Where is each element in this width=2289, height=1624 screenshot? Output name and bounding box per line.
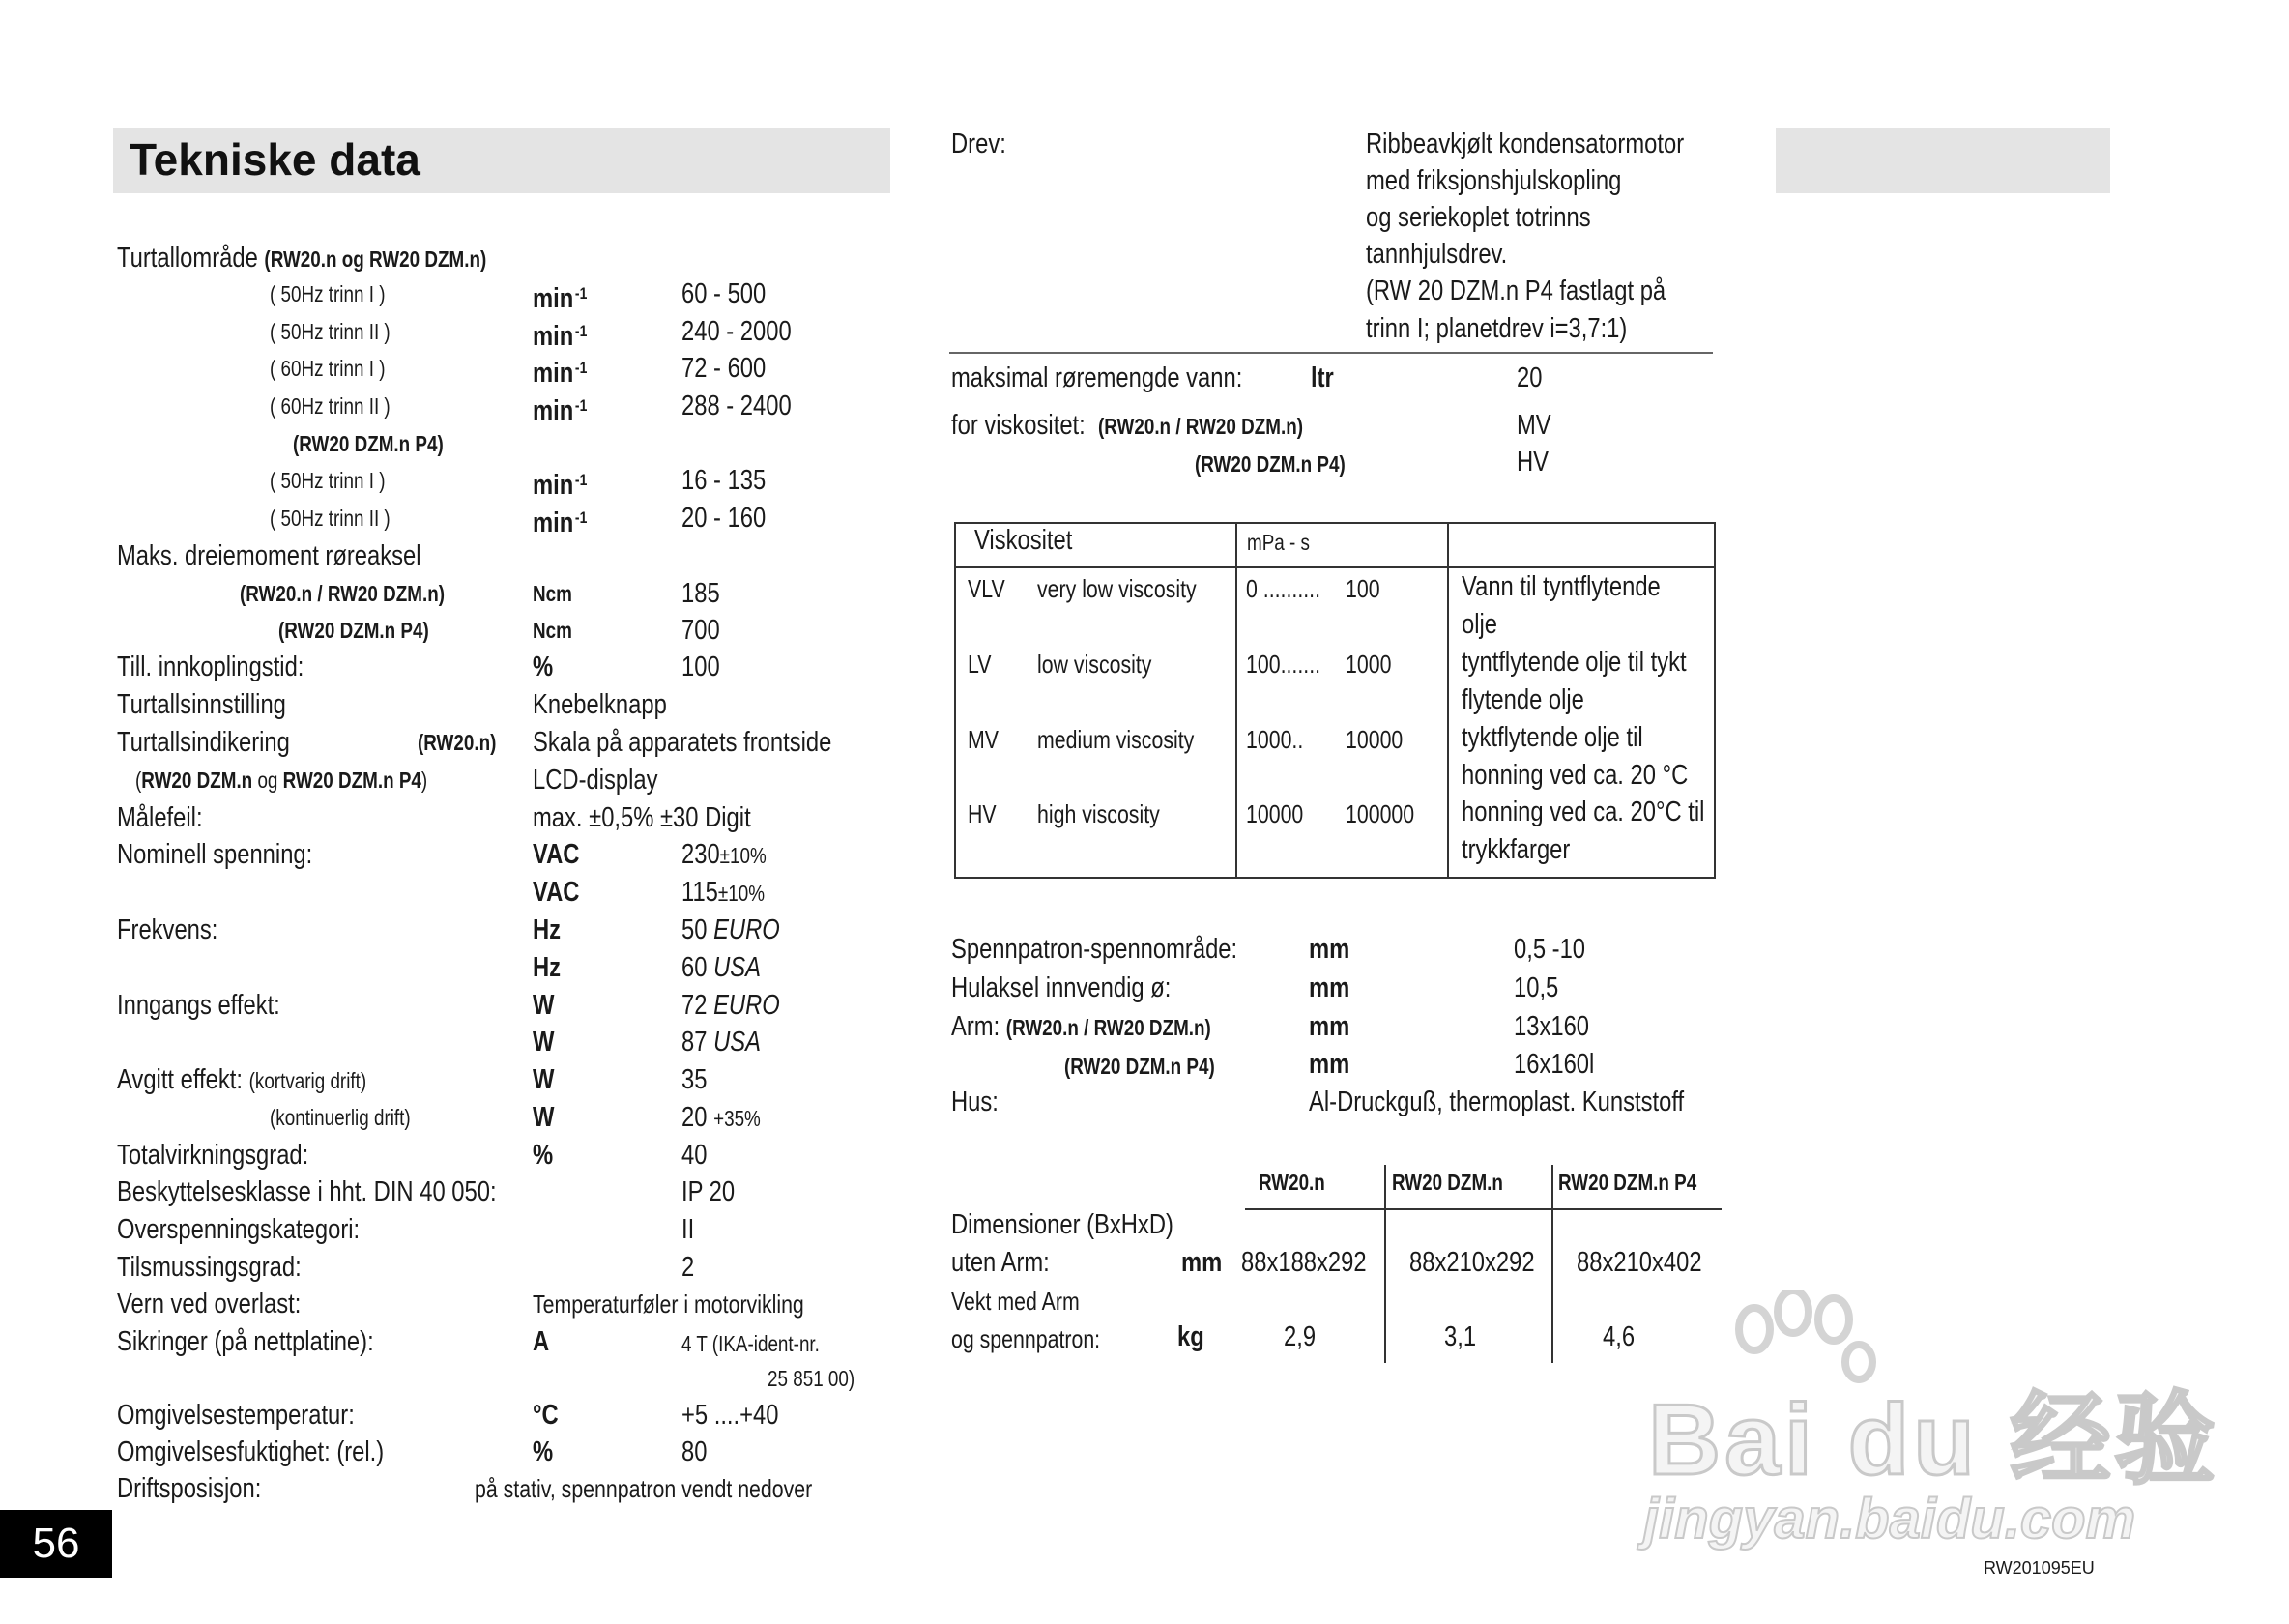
max-volume-label: maksimal røremengde vann: [951, 362, 1243, 393]
document-code: RW201095EU [1984, 1558, 2095, 1578]
speed-setting-label: Turtallsinnstilling [117, 689, 286, 720]
viscosity-to: 1000 [1346, 650, 1392, 679]
overload-value: Temperaturføler i motorvikling [533, 1290, 804, 1319]
voltage-label: Nominell spenning: [117, 839, 313, 870]
viscosity-from: 0 .......... [1246, 574, 1321, 603]
speed-range-label: Turtallområde (RW20.n og RW20 DZM.n) [117, 243, 487, 274]
watermark-logo: Bai du 经验 [1648, 1384, 2219, 1496]
drive-line: Ribbeavkjølt kondensatormotor [1366, 129, 1685, 160]
frequency-value: 60 USA [681, 952, 761, 983]
viscosity-to: 10000 [1346, 725, 1404, 754]
viscosity-desc: olje [1462, 609, 1498, 640]
viscosity-for-model-b: (RW20 DZM.n P4) [1195, 451, 1346, 477]
overvoltage-value: II [681, 1214, 695, 1245]
protection-value: IP 20 [681, 1176, 736, 1207]
viscosity-desc: tyktflytende olje til [1462, 722, 1643, 753]
torque-model: (RW20.n / RW20 DZM.n) [240, 581, 446, 606]
position-label: Driftsposisjon: [117, 1473, 262, 1504]
ambient-humidity-unit: % [533, 1436, 554, 1467]
arm-unit: mm [1309, 1049, 1350, 1080]
speed-setting-value: Knebelknapp [533, 689, 667, 720]
chuck-unit: mm [1309, 934, 1350, 965]
speed-cond: ( 60Hz trinn I ) [270, 356, 386, 381]
hollow-shaft-unit: mm [1309, 972, 1350, 1003]
ambient-humidity-value: 80 [681, 1436, 708, 1467]
output-power-label: Avgitt effekt: (kortvarig drift) [117, 1064, 367, 1095]
page-title: Tekniske data [130, 134, 420, 185]
viscosity-for-value-a: MV [1517, 410, 1551, 441]
error-label: Målefeil: [117, 802, 203, 833]
frequency-unit: Hz [533, 952, 562, 983]
dims-value: 88x210x402 [1577, 1247, 1702, 1278]
weight-value: 3,1 [1444, 1321, 1477, 1352]
speed-unit: $\min^{-1}$ [533, 283, 588, 314]
viscosity-for-label: for viskositet: (RW20.n / RW20 DZM.n) [951, 410, 1304, 441]
ambient-temp-unit: °C [533, 1400, 559, 1431]
viscosity-to: 100 [1346, 574, 1380, 603]
position-value: på stativ, spennpatron vendt nedover [475, 1474, 813, 1503]
dims-column-header: RW20 DZM.n P4 [1558, 1170, 1697, 1195]
dims-label: Dimensioner (BxHxD) [951, 1209, 1173, 1240]
viscosity-desc: Vann til tyntflytende [1462, 571, 1661, 602]
torque-model: (RW20 DZM.n P4) [278, 618, 429, 643]
speed-unit: $\min^{-1}$ [533, 321, 588, 352]
overvoltage-label: Overspenningskategori: [117, 1214, 361, 1245]
dims-column-header: RW20.n [1259, 1170, 1325, 1195]
table-rule [1551, 1165, 1553, 1363]
housing-label: Hus: [951, 1087, 999, 1117]
viscosity-name: medium viscosity [1037, 725, 1195, 754]
pollution-value: 2 [681, 1252, 695, 1283]
torque-unit: Ncm [533, 581, 572, 606]
drive-line: trinn I; planetdrev i=3,7:1) [1366, 313, 1628, 344]
efficiency-value: 40 [681, 1140, 708, 1171]
dims-column-header: RW20 DZM.n [1392, 1170, 1503, 1195]
speed-value: 72 - 600 [681, 353, 767, 384]
viscosity-name: low viscosity [1037, 650, 1152, 679]
viscosity-code: HV [968, 799, 997, 828]
weight-label: Vekt med Arm [951, 1287, 1080, 1316]
viscosity-from: 1000.. [1246, 725, 1304, 754]
torque-value: 185 [681, 578, 720, 609]
voltage-unit: VAC [533, 877, 580, 908]
efficiency-unit: % [533, 1140, 554, 1171]
drive-line: (RW 20 DZM.n P4 fastlagt på [1366, 276, 1666, 306]
speed-unit: $\min^{-1}$ [533, 508, 588, 538]
max-volume-unit: ltr [1311, 362, 1334, 393]
page-number: 56 [0, 1510, 112, 1578]
arm-model-b: (RW20 DZM.n P4) [1064, 1054, 1215, 1079]
torque-label: Maks. dreiemoment røreaksel [117, 540, 421, 571]
dims-label: uten Arm: [951, 1247, 1050, 1278]
hollow-shaft-label: Hulaksel innvendig ø: [951, 972, 1172, 1003]
speed-unit: $\min^{-1}$ [533, 395, 588, 426]
torque-value: 700 [681, 615, 720, 646]
output-power-value: 35 [681, 1064, 708, 1095]
table-rule [1384, 1165, 1386, 1363]
speed-cond: ( 50Hz trinn II ) [270, 506, 391, 531]
hollow-shaft-value: 10,5 [1514, 972, 1559, 1003]
speed-value: 60 - 500 [681, 278, 767, 309]
speed-display-model-b: (RW20 DZM.n og RW20 DZM.n P4) [135, 768, 428, 793]
viscosity-header-unit: mPa - s [1247, 530, 1310, 555]
efficiency-label: Totalvirkningsgrad: [117, 1140, 309, 1171]
speed-unit: $\min^{-1}$ [533, 470, 588, 501]
fuses-label: Sikringer (på nettplatine): [117, 1326, 374, 1357]
input-power-value: 87 USA [681, 1027, 761, 1058]
viscosity-name: high viscosity [1037, 799, 1160, 828]
input-power-unit: W [533, 990, 555, 1021]
viscosity-desc: tyntflytende olje til tykt [1462, 647, 1687, 678]
arm-value: 13x160 [1514, 1011, 1590, 1042]
ambient-temp-label: Omgivelsestemperatur: [117, 1400, 355, 1431]
arm-unit: mm [1309, 1011, 1350, 1042]
table-rule [954, 566, 1716, 568]
dims-value: 88x188x292 [1241, 1247, 1367, 1278]
right-header-band [1776, 128, 2110, 193]
frequency-unit: Hz [533, 914, 562, 945]
weight-unit: kg [1177, 1321, 1204, 1352]
table-rule [1447, 522, 1449, 879]
output-power-unit: W [533, 1064, 555, 1095]
fuses-value-2: 25 851 00) [768, 1366, 855, 1391]
drive-line: med friksjonshjulskopling [1366, 165, 1622, 196]
speed-display-value-a: Skala på apparatets frontside [533, 727, 832, 758]
duty-label: Till. innkoplingstid: [117, 652, 304, 682]
chuck-label: Spennpatron-spennområde: [951, 934, 1238, 965]
input-power-unit: W [533, 1027, 555, 1058]
ambient-humidity-label: Omgivelsesfuktighet: (rel.) [117, 1436, 385, 1467]
voltage-value: 230±10% [681, 839, 767, 870]
table-rule [1245, 1208, 1722, 1210]
viscosity-from: 10000 [1246, 799, 1304, 828]
watermark-url: jingyan.baidu.com [1643, 1488, 2136, 1551]
viscosity-desc: honning ved ca. 20 °C [1462, 760, 1689, 791]
weight-value: 2,9 [1284, 1321, 1317, 1352]
table-rule [1235, 522, 1237, 879]
speed-value: 240 - 2000 [681, 316, 792, 347]
speed-unit: $\min^{-1}$ [533, 358, 588, 389]
drive-line: og seriekoplet totrinns [1366, 202, 1591, 233]
viscosity-desc: trykkfarger [1462, 834, 1571, 865]
viscosity-header: Viskositet [974, 525, 1073, 556]
speed-models-p4: (RW20 DZM.n P4) [293, 431, 444, 456]
frequency-value: 50 EURO [681, 914, 780, 945]
error-value: max. ±0,5% ±30 Digit [533, 802, 751, 833]
speed-value: 288 - 2400 [681, 391, 792, 421]
speed-display-value-b: LCD-display [533, 765, 658, 796]
divider [949, 352, 1713, 354]
input-power-value: 72 EURO [681, 990, 780, 1021]
max-volume-value: 20 [1517, 362, 1543, 393]
frequency-label: Frekvens: [117, 914, 218, 945]
ambient-temp-value: +5 ....+40 [681, 1400, 779, 1431]
duty-unit: % [533, 652, 554, 682]
input-power-label: Inngangs effekt: [117, 990, 280, 1021]
output-power-mode: (kontinuerlig drift) [270, 1105, 411, 1130]
viscosity-desc: honning ved ca. 20°C til [1462, 797, 1705, 827]
viscosity-for-value-b: HV [1517, 447, 1550, 478]
pollution-label: Tilsmussingsgrad: [117, 1252, 302, 1283]
speed-display-label: Turtallsindikering [117, 727, 290, 758]
duty-value: 100 [681, 652, 720, 682]
viscosity-name: very low viscosity [1037, 574, 1197, 603]
dims-value: 88x210x292 [1409, 1247, 1535, 1278]
viscosity-code: MV [968, 725, 999, 754]
speed-value: 16 - 135 [681, 465, 767, 496]
viscosity-code: VLV [968, 574, 1005, 603]
overload-label: Vern ved overlast: [117, 1289, 302, 1320]
torque-unit: Ncm [533, 618, 572, 643]
protection-label: Beskyttelsesklasse i hht. DIN 40 050: [117, 1176, 497, 1207]
viscosity-to: 100000 [1346, 799, 1415, 828]
arm-value: 16x160l [1514, 1049, 1595, 1080]
viscosity-code: LV [968, 650, 992, 679]
fuses-unit: A [533, 1326, 550, 1357]
drive-line: tannhjulsdrev. [1366, 239, 1508, 270]
speed-cond: ( 50Hz trinn II ) [270, 319, 391, 344]
fuses-value: 4 T (IKA-ident-nr. [681, 1331, 820, 1356]
voltage-unit: VAC [533, 839, 580, 870]
output-power-unit: W [533, 1102, 555, 1133]
viscosity-desc: flytende olje [1462, 684, 1584, 715]
output-power-value: 20 +35% [681, 1102, 761, 1133]
chuck-value: 0,5 -10 [1514, 934, 1586, 965]
weight-label: og spennpatron: [951, 1324, 1101, 1353]
speed-display-model-a: (RW20.n) [418, 730, 497, 755]
weight-value: 4,6 [1603, 1321, 1636, 1352]
speed-value: 20 - 160 [681, 503, 767, 534]
viscosity-from: 100....... [1246, 650, 1321, 679]
speed-cond: ( 60Hz trinn II ) [270, 393, 391, 419]
arm-label: Arm: (RW20.n / RW20 DZM.n) [951, 1011, 1211, 1042]
dims-unit: mm [1181, 1247, 1223, 1278]
voltage-value: 115±10% [681, 877, 766, 908]
speed-cond: ( 50Hz trinn I ) [270, 468, 386, 493]
housing-value: Al-Druckguß, thermoplast. Kunststoff [1309, 1087, 1685, 1117]
drive-label: Drev: [951, 129, 1006, 160]
speed-cond: ( 50Hz trinn I ) [270, 281, 386, 306]
